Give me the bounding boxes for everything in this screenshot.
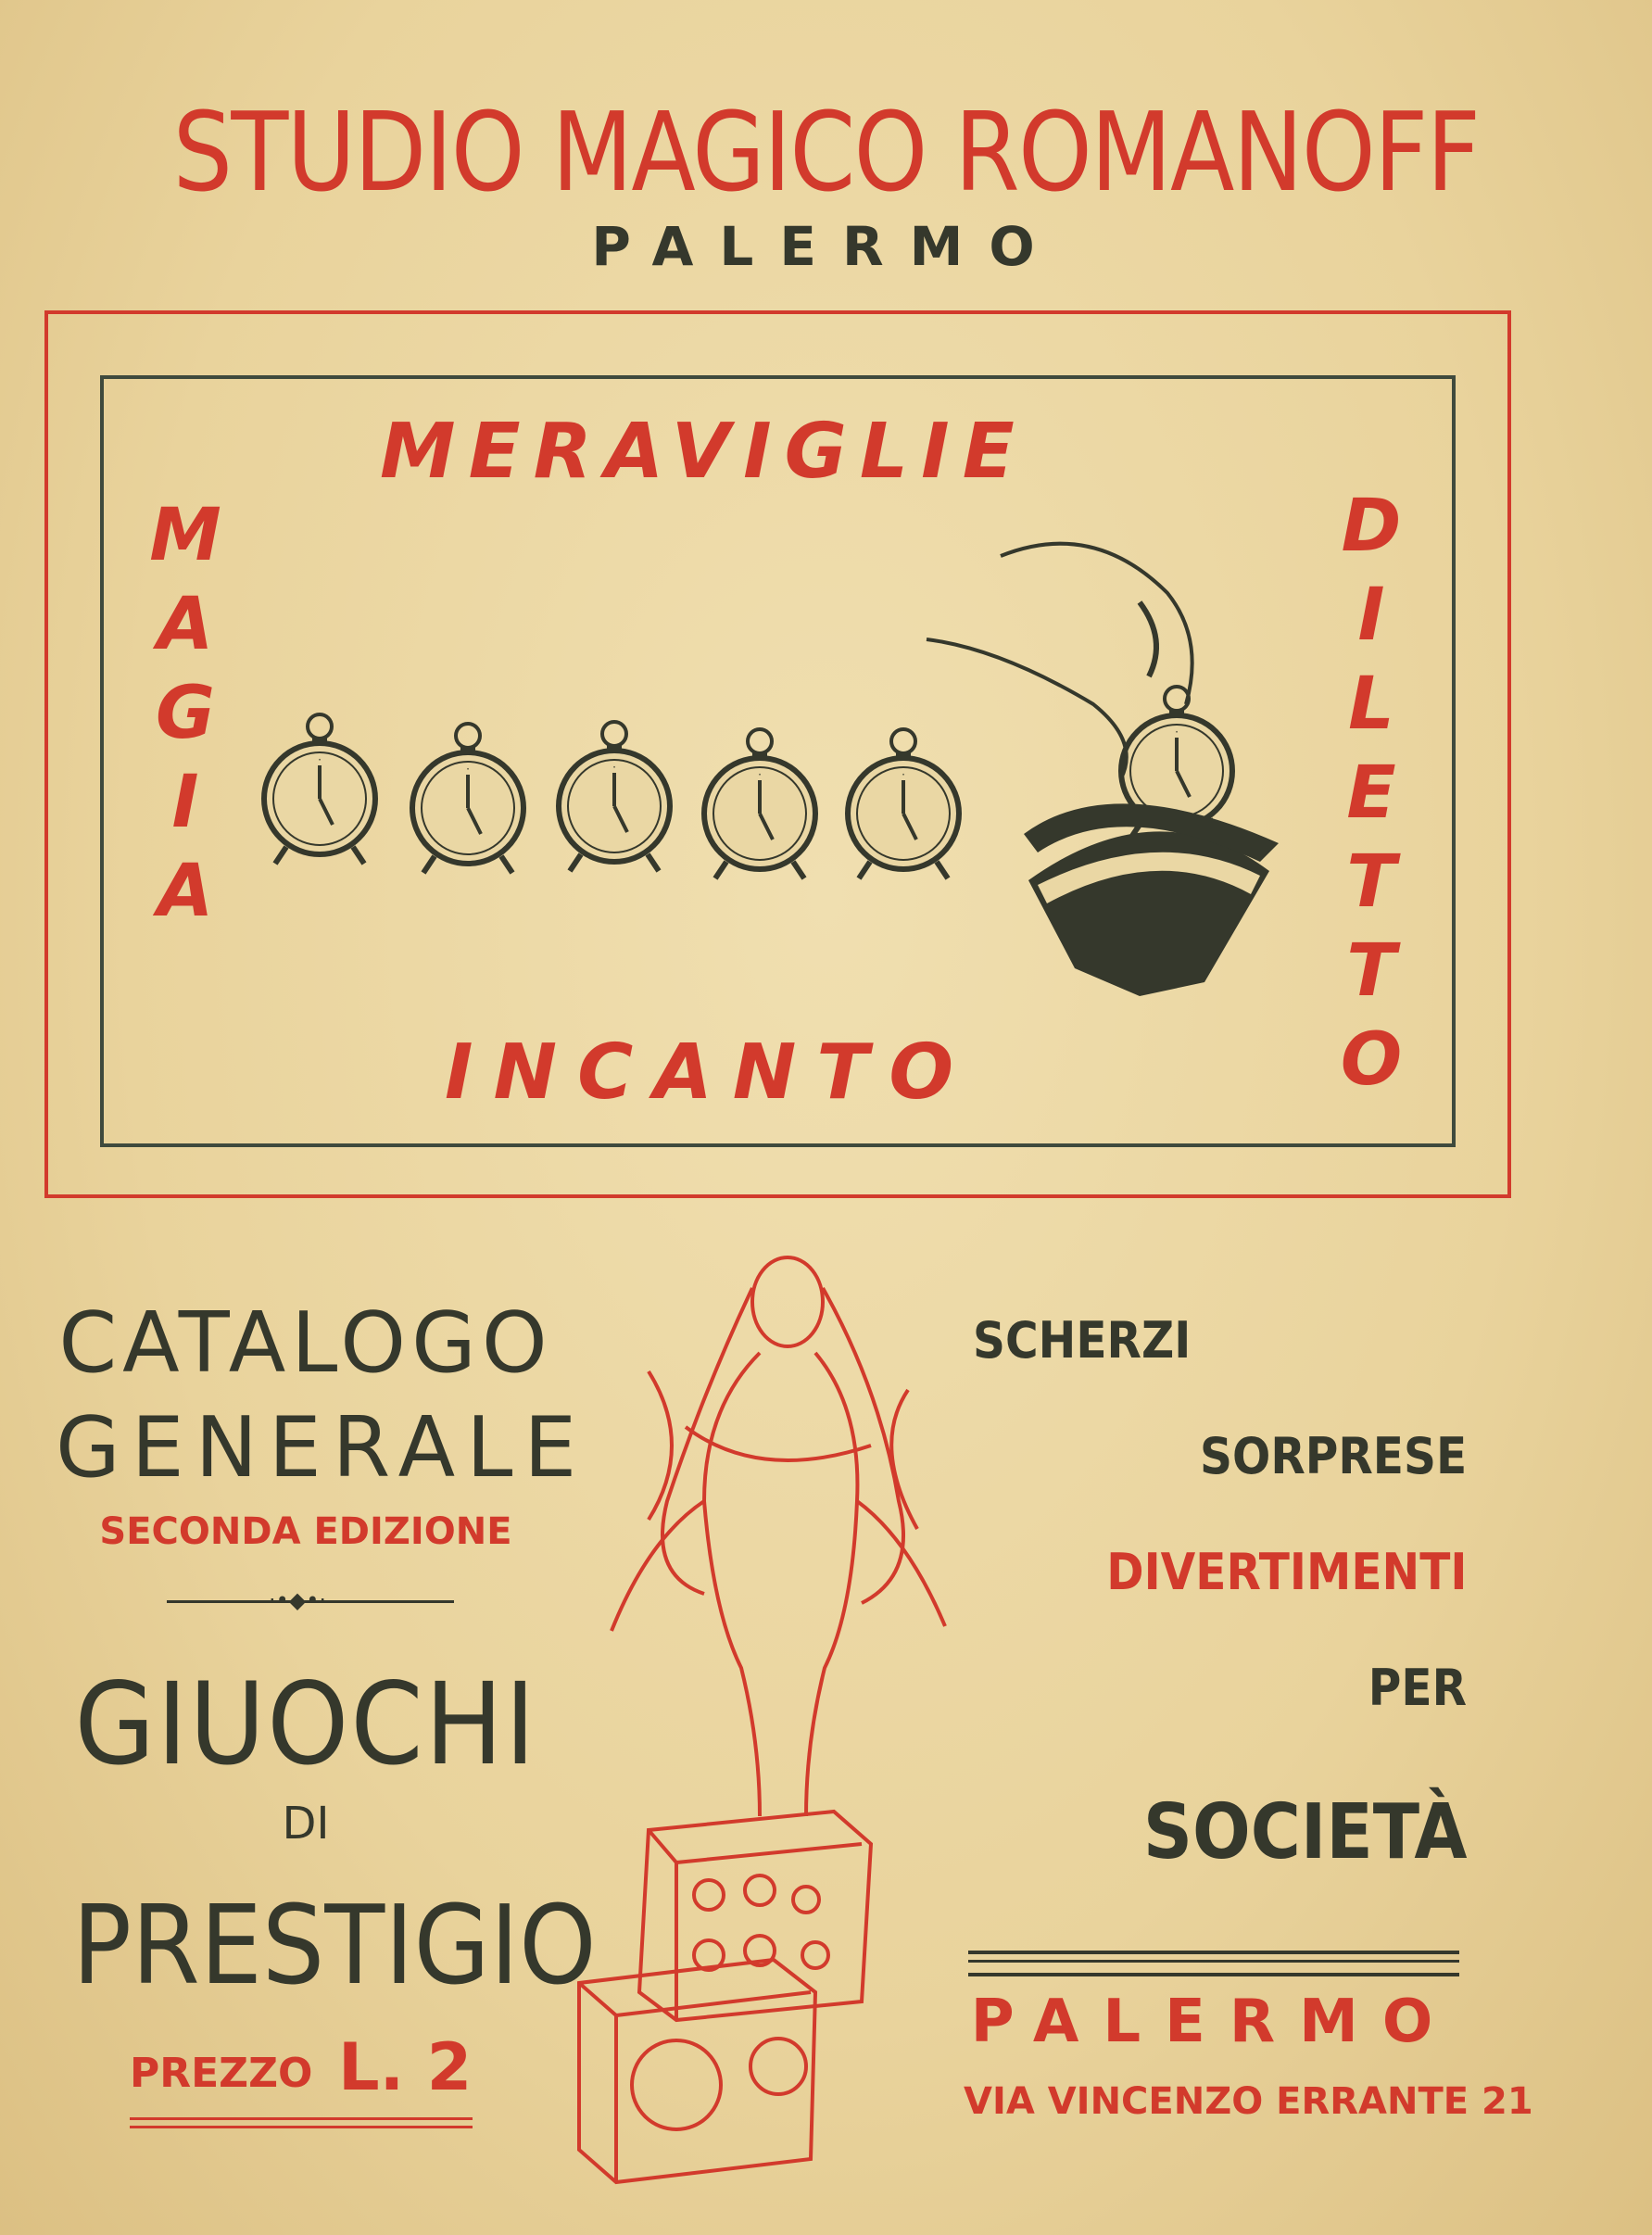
letter: I: [171, 761, 199, 844]
letter: E: [1346, 751, 1396, 835]
main-title-2: DI: [282, 1798, 330, 1850]
right-item-3: DIVERTIMENTI: [1105, 1543, 1467, 1601]
price-value: L. 2: [338, 2029, 473, 2105]
catalog-line-2: GENERALE: [56, 1399, 588, 1496]
letter: G: [155, 672, 216, 755]
catalog-line-1: CATALOGO: [58, 1294, 553, 1392]
ornamental-divider: [167, 1600, 454, 1603]
frame-bottom-word: INCANTO: [445, 1029, 975, 1117]
letter: O: [1340, 1018, 1403, 1102]
frame-top-word: MERAVIGLIE: [380, 408, 1028, 496]
studio-title: STUDIO MAGICO ROMANOFF: [172, 88, 1480, 216]
letter: T: [1346, 929, 1396, 1013]
letter: A: [157, 583, 214, 666]
price-label: PREZZO: [130, 2050, 313, 2097]
studio-city: PALERMO: [591, 215, 1061, 278]
letter: I: [1357, 574, 1385, 657]
price-underline: [130, 2117, 473, 2128]
edition-label: SECONDA EDIZIONE: [99, 1510, 512, 1553]
main-title-1: GIUOCHI: [74, 1659, 537, 1790]
letter: M: [149, 494, 221, 577]
letter: L: [1348, 663, 1394, 746]
letter: T: [1346, 840, 1396, 924]
right-item-4: PER: [1368, 1659, 1467, 1717]
letter: A: [157, 850, 214, 933]
triple-rule: [968, 1951, 1459, 1976]
right-item-1: SCHERZI: [973, 1311, 1192, 1370]
right-item-2: SORPRESE: [1199, 1427, 1467, 1485]
address-street: VIA VINCENZO ERRANTE 21: [964, 2080, 1533, 2123]
address-city: PALERMO: [970, 1988, 1457, 2056]
letter: D: [1341, 485, 1402, 568]
right-item-5: SOCIETÀ: [1142, 1788, 1467, 1876]
main-title-3: PRESTIGIO: [72, 1881, 597, 2009]
